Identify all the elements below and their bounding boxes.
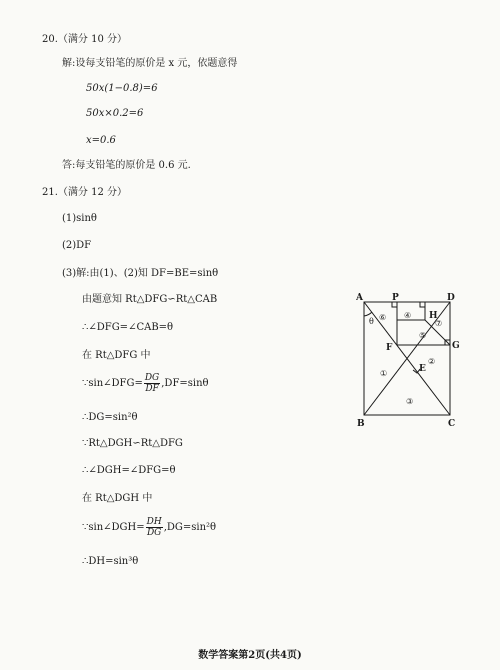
q21-step4-numerator: DG — [144, 373, 160, 383]
q21-step1: 由题意知 Rt△DFG∽Rt△CAB — [82, 294, 218, 305]
region-5: ⑤ — [419, 331, 427, 340]
q21-step9-pre: ∵sin∠DGH= — [82, 522, 145, 533]
region-1: ① — [380, 369, 388, 378]
label-a: A — [356, 293, 363, 303]
label-theta: θ — [369, 317, 374, 326]
label-f: F — [386, 343, 393, 353]
label-g: G — [452, 341, 460, 351]
q21-step9-fraction — [146, 517, 163, 538]
q21-step9-numerator: DH — [146, 517, 162, 527]
q21-part3: (3)解:由(1)、(2)知 DF=BE=sinθ — [62, 268, 219, 279]
q20-eq3: x=0.6 — [86, 135, 116, 146]
theta-arc — [364, 312, 372, 316]
region-2: ② — [428, 357, 436, 366]
q21-step4-fraction — [144, 373, 160, 394]
q21-step5: ∴DG=sin²θ — [82, 412, 138, 423]
label-e: E — [419, 364, 426, 374]
q21-step3: 在 Rt△DFG 中 — [82, 350, 151, 361]
right-angle-h — [420, 302, 425, 307]
q21-step10: ∴DH=sin³θ — [82, 556, 139, 567]
q20-answer: 答:每支铅笔的原价是 0.6 元. — [62, 160, 191, 171]
region-3: ③ — [406, 397, 414, 406]
q21-header: 21.（满分 12 分） — [42, 187, 127, 198]
q21-part1: (1)sinθ — [62, 213, 97, 224]
geometry-figure — [356, 290, 466, 430]
label-h: H — [429, 311, 438, 321]
region-7: ⑦ — [435, 319, 443, 328]
q21-step7: ∴∠DGH=∠DFG=θ — [82, 465, 176, 476]
q21-step4-denominator: DF — [145, 384, 159, 394]
q21-step6: ∵Rt△DGH∽Rt△DFG — [82, 438, 183, 449]
q21-step8: 在 Rt△DGH 中 — [82, 493, 153, 504]
q21-step4-post: ,DF=sinθ — [161, 378, 209, 389]
q21-step4-pre: ∵sin∠DFG= — [82, 378, 143, 389]
label-c: C — [448, 419, 456, 429]
q21-step2: ∴∠DFG=∠CAB=θ — [82, 322, 174, 333]
q20-eq2: 50x×0.2=6 — [86, 108, 144, 119]
q20-solution: 解:设每支铅笔的原价是 x 元，依题意得 — [62, 58, 238, 69]
page-footer: 数学答案第2页(共4页) — [198, 650, 302, 661]
q21-step9 — [82, 517, 216, 538]
q20-eq1: 50x(1−0.8)=6 — [86, 83, 158, 94]
q21-part2: (2)DF — [62, 240, 92, 251]
region-4: ④ — [404, 311, 412, 320]
q21-step9-post: ,DG=sin²θ — [163, 522, 217, 533]
q21-step9-denominator: DG — [146, 528, 162, 538]
q20-header: 20.（满分 10 分） — [42, 34, 127, 45]
region-6: ⑥ — [379, 313, 387, 322]
label-b: B — [357, 419, 365, 429]
label-p: P — [392, 293, 399, 303]
q21-step4 — [82, 373, 209, 394]
label-d: D — [447, 293, 455, 303]
